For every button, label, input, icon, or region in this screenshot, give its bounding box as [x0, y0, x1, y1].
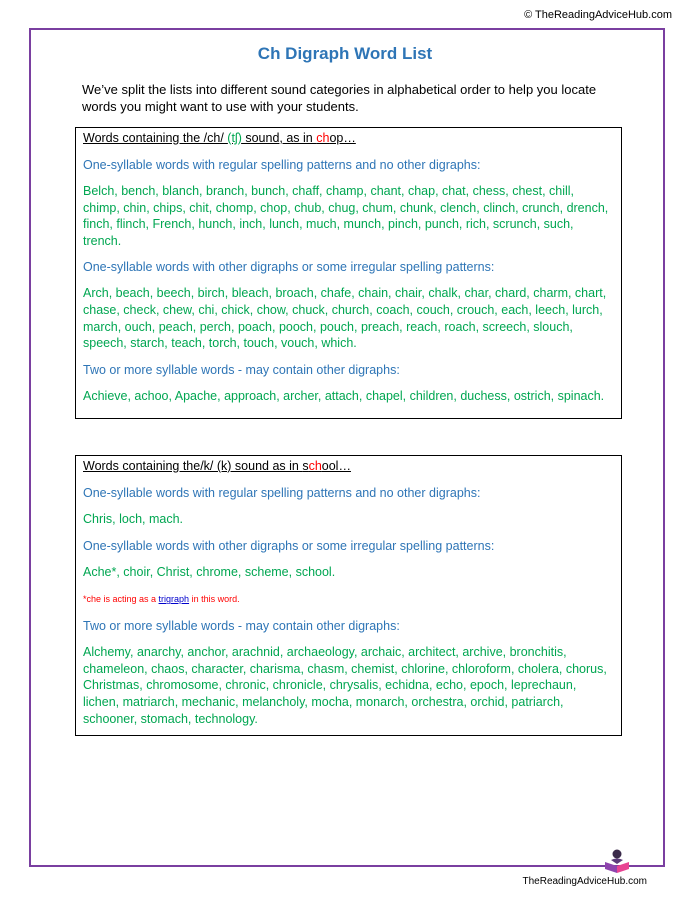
highlighted-digraph: ch — [316, 131, 330, 145]
heading-prefix: Words containing the /ch/ — [83, 131, 228, 145]
ch-sound-box — [75, 127, 622, 419]
box-heading — [83, 130, 614, 147]
section-subheading: One-syllable words with regular spelling patterns and no other digraphs: — [83, 158, 481, 172]
reading-child-icon — [602, 848, 632, 874]
word-list: Belch, bench, blanch, branch, bunch, chaff, champ, chant, chap, chat, chess, chest, chill, chimp, chin, chips, chit, chomp, chop, chub, chug, chum, chunk, clench, clinch, crunch, drench, finch, flinch, French, hunch, inch, lunch, much, munch, pinch, punch, rich, scrunch, such, trench. — [83, 184, 609, 248]
section-subheading: One-syllable words with other digraphs or some irregular spelling patterns: — [83, 260, 495, 275]
section-subheading: Two or more syllable words - may contain other digraphs: — [83, 362, 400, 377]
section-subheading: One-syllable words with regular spelling patterns and no other digraphs: — [83, 486, 481, 500]
highlighted-digraph: ch — [308, 459, 322, 473]
heading-word-rest: op… — [329, 131, 356, 145]
ipa-symbol: (tʃ) — [227, 131, 242, 145]
heading-word-start: s — [302, 459, 309, 473]
heading-mid: sound, as in — [241, 131, 317, 145]
trigraph-note — [83, 594, 614, 604]
word-list: Chris, loch, mach. — [83, 512, 184, 526]
heading-prefix: Words containing the/k/ (k) sound as in — [83, 459, 303, 473]
footer-site-name: TheReadingAdviceHub.com — [522, 876, 647, 887]
k-sound-box — [75, 455, 622, 736]
intro-paragraph: We’ve split the lists into different sound categories in alphabetical order to help you locate words you might want to use with your students. — [82, 82, 597, 114]
word-list: Arch, beach, beech, birch, bleach, broach, chafe, chain, chair, chalk, char, chard, charm, chart, chase, check, chew, chi, chick, chow, chuck, church, coach, couch, crouch, each, leech, lurch, march, ouch, peach, perch, poach, pooch, pouch, preach, reach, roach, screech, slouch, speech, starch, teach, torch, touch, vouch, which. — [83, 286, 607, 351]
trigraph-link[interactable]: trigraph — [158, 594, 190, 605]
section-subheading: One-syllable words with other digraphs or some irregular spelling patterns: — [83, 538, 495, 553]
page-title: Ch Digraph Word List — [257, 44, 433, 63]
word-list: Ache*, choir, Christ, chrome, scheme, school. — [83, 564, 336, 579]
word-list: Achieve, achoo, Apache, approach, archer, attach, chapel, children, duchess, ostrich, spinach. — [83, 388, 605, 403]
note-text: *che is acting as a — [83, 594, 159, 605]
heading-word-rest: ool… — [321, 459, 351, 473]
section-subheading: Two or more syllable words - may contain other digraphs: — [83, 619, 400, 634]
box-heading — [83, 458, 614, 475]
copyright-notice: © TheReadingAdviceHub.com — [524, 9, 672, 21]
note-text-end: in this word. — [189, 594, 240, 605]
word-list: Alchemy, anarchy, anchor, arachnid, archaeology, archaic, architect, archive, bronchitis, chameleon, chaos, character, charisma, chasm, chemist, chlorine, chloroform, cholera, chorus, Christmas, chromosome, chronic, chronicle, chrysalis, echidna, echo, epoch, leprechaun, lichen, matriarch, mechanic, melancholy, mocha, monarch, orchestra, orchid, patriarch, schooner, stomach, technology. — [83, 645, 607, 726]
